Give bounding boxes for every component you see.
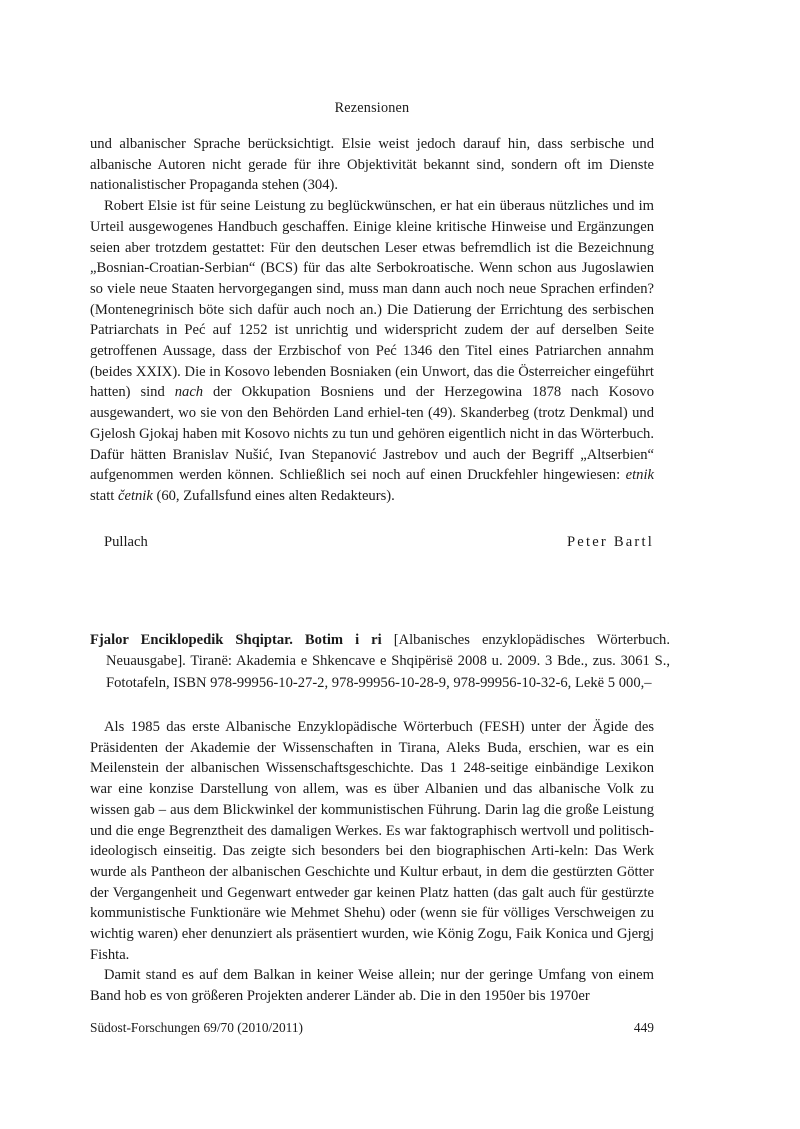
review-place: Pullach: [104, 534, 148, 550]
italic-text: etnik: [625, 467, 654, 484]
italic-text: nach: [174, 384, 204, 401]
paragraph: Damit stand es auf dem Balkan in keiner Weise allein; nur der geringe Umfang von einem Band hob es von größeren Projekten anderer Länder ab. Die in den 1950er bis 1970er: [90, 967, 654, 1005]
bibliographic-entry: [90, 630, 670, 694]
review-author: Peter Bartl: [566, 534, 654, 550]
italic-text: četnik: [117, 487, 153, 504]
text-run: der Okkupation Bosniens und der Herzegowina 1878 nach Kosovo ausgewandert, wo sie von den Behörden Land erhiel-ten (49). Skanderbeg (trotz Denkmal) und Gjelosh Gjokaj haben mit Kosovo nichts zu tun und gehören eigentlich nicht in das Wörterbuch. Dafür hätten Branislav Nušić, Ivan Stepanović Jastrebov und auch der Begriff „Altserbien“ aufgenommen werden können. Schließlich sei noch auf einen Druckfehler hingewiesen:: [90, 384, 654, 484]
text-run: Robert Elsie ist für seine Leistung zu beglückwünschen, er hat ein überaus nützliches und im Urteil ausgewogenes Handbuch geschaffen. Einige kleine kritische Hinweise und Ergänzungen seien aber trotzdem gestattet: Für den deutschen Leser etwas befremdlich ist die Bezeichnung „Bosnian-Croatian-Serbian“ (BCS) für das alte Serbokroatische. Wenn schon aus Jugoslawien so viele neue Staaten hervorgegangen sind, muss man dann auch noch neue Sprachen erfinden? (Montenegrinisch böte sich dafür auch noch an.) Die Datierung der Errichtung des serbischen Patriarchats in Peć auf 1252 ist unrichtig und widerspricht zudem der auf derselben Seite getroffenen Aussage, dass der Erzbischof von Peć 1346 den Titel eines Patriarchen annahm (beides XXIX). Die in Kosovo lebenden Bosniaken (ein Unwort, das die Österreicher eingeführt hatten) sind: [90, 198, 654, 401]
text-run: und albanischer Sprache berücksichtigt. Elsie weist jedoch darauf hin, dass serbische und albanische Autoren nicht gerade für ihre Objektivität bekannt sind, sondern oft im Dienste nationalistischer Propaganda stehen (304).: [90, 136, 654, 194]
book-title: Fjalor Enciklopedik Shqiptar. Botim i ri: [90, 632, 382, 648]
running-head: Rezensionen: [334, 100, 410, 116]
review-signature: [104, 534, 654, 551]
page-number: 449: [633, 1020, 654, 1035]
review-body: [90, 134, 654, 507]
paragraph: [90, 196, 654, 507]
journal-citation: Südost-Forschungen 69/70 (2010/2011): [90, 1020, 304, 1035]
text-run: (60, Zufallsfund eines alten Redakteurs).: [152, 487, 395, 504]
paragraph: [90, 134, 654, 196]
journal-page: [90, 0, 670, 1129]
page-footer: [90, 1020, 654, 1036]
review-body: [90, 717, 654, 1007]
book-details: [Albanisches enzyklopädisches Wörterbuch. Neuausgabe]. Tiranë: Akademia e Shkencave e Shqipërisë 2008 u. 2009. 3 Bde., zus. 3061 S., Fototafeln, ISBN 978-99956-10-27-2, 978-99956-10-28-9, 978-99956-10-32-6, Lekë 5 000,–: [106, 632, 670, 691]
paragraph: Als 1985 das erste Albanische Enzyklopädische Wörterbuch (FESH) unter der Ägide des Präsidenten der Akademie der Wissenschaften in Tirana, Aleks Buda, erschien, war es ein Meilenstein der albanischen Wissenschaftsgeschichte. Das 1 248-seitige einbändige Lexikon war eine konzise Darstellung von allem, was es über Albanien und das albanische Volk zu wissen gab – aus dem Blickwinkel der kommunistischen Führung. Darin lag die große Leistung und die enge Begrenztheit des damaligen Werkes. Es war faktographisch wertvoll und politisch-ideologisch einseitig. Das zeigte sich besonders bei den biographischen Arti-keln: Das Werk wurde als Pantheon der albanischen Geschichte und Kultur erbaut, in dem die gestürzten Götter der Vergangenheit und Gegenwart entweder gar keinen Platz hatten (das galt auch für gestürzte kommunistische Funktionäre wie Mehmet Shehu) oder (wenn sie für völliges Verschweigen zu wichtig waren) eher denunziert als präsentiert wurden, wie König Zogu, Faik Konica und Gjergj Fishta.: [90, 719, 654, 963]
text-run: statt: [90, 487, 118, 504]
